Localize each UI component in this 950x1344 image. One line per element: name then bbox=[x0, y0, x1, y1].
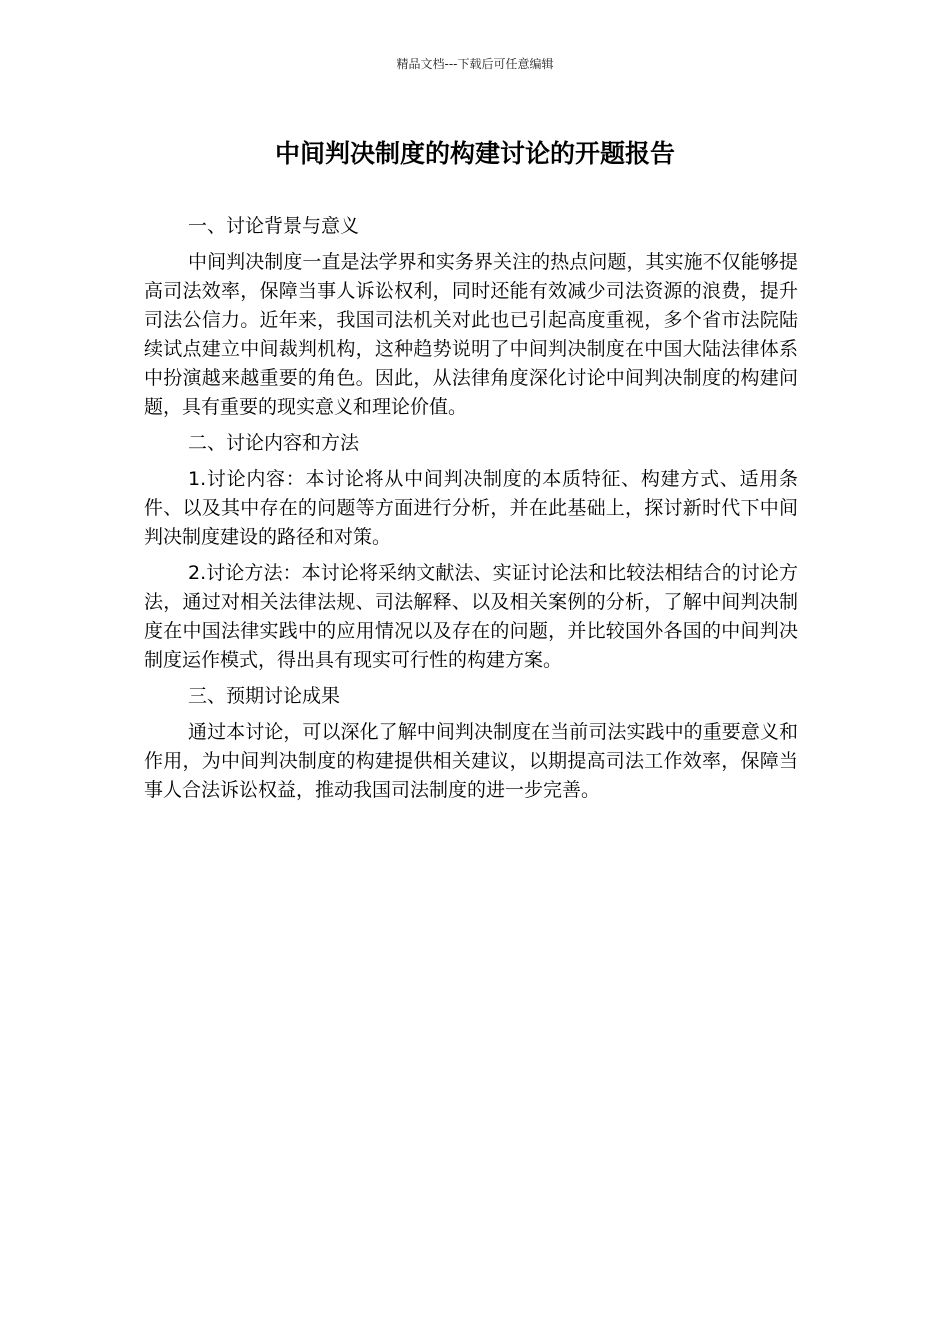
page-header: 精品文档---下载后可任意编辑 bbox=[396, 57, 554, 71]
section-heading-expected-results: 三、预期讨论成果 bbox=[188, 685, 341, 707]
document-title: 中间判决制度的构建讨论的开题报告 bbox=[274, 139, 675, 168]
section-heading-background: 一、讨论背景与意义 bbox=[188, 215, 360, 237]
section-heading-content-method: 二、讨论内容和方法 bbox=[188, 432, 360, 454]
paragraph-expected-results: 通过本讨论，可以深化了解中间判决制度在当前司法实践中的重要意义和作用，为中间判决制度的构建提供相关建议，以期提高司法工作效率，保障当事人合法诉讼权益，推动我国司法制度的进一步完善。 bbox=[144, 721, 798, 801]
document-body bbox=[144, 212, 798, 812]
paragraph-background: 中间判决制度一直是法学界和实务界关注的热点问题，其实施不仅能够提高司法效率，保障当事人诉讼权利，同时还能有效减少司法资源的浪费，提升司法公信力。近年来，我国司法机关对此也已引起高度重视，多个省市法院陆续试点建立中间裁判机构，这种趋势说明了中间判决制度在中国大陆法律体系中扮演越来越重要的角色。因此，从法律角度深化讨论中间判决制度的构建问题，具有重要的现实意义和理论价值。 bbox=[144, 251, 798, 418]
paragraph-content: 1.讨论内容：本讨论将从中间判决制度的本质特征、构建方式、适用条件、以及其中存在的问题等方面进行分析，并在此基础上，探讨新时代下中间判决制度建设的路径和对策。 bbox=[144, 468, 798, 548]
paragraph-method: 2.讨论方法：本讨论将采纳文献法、实证讨论法和比较法相结合的讨论方法，通过对相关法律法规、司法解释、以及相关案例的分析，了解中间判决制度在中国法律实践中的应用情况以及存在的问题，并比较国外各国的中间判决制度运作模式，得出具有现实可行性的构建方案。 bbox=[144, 562, 798, 671]
